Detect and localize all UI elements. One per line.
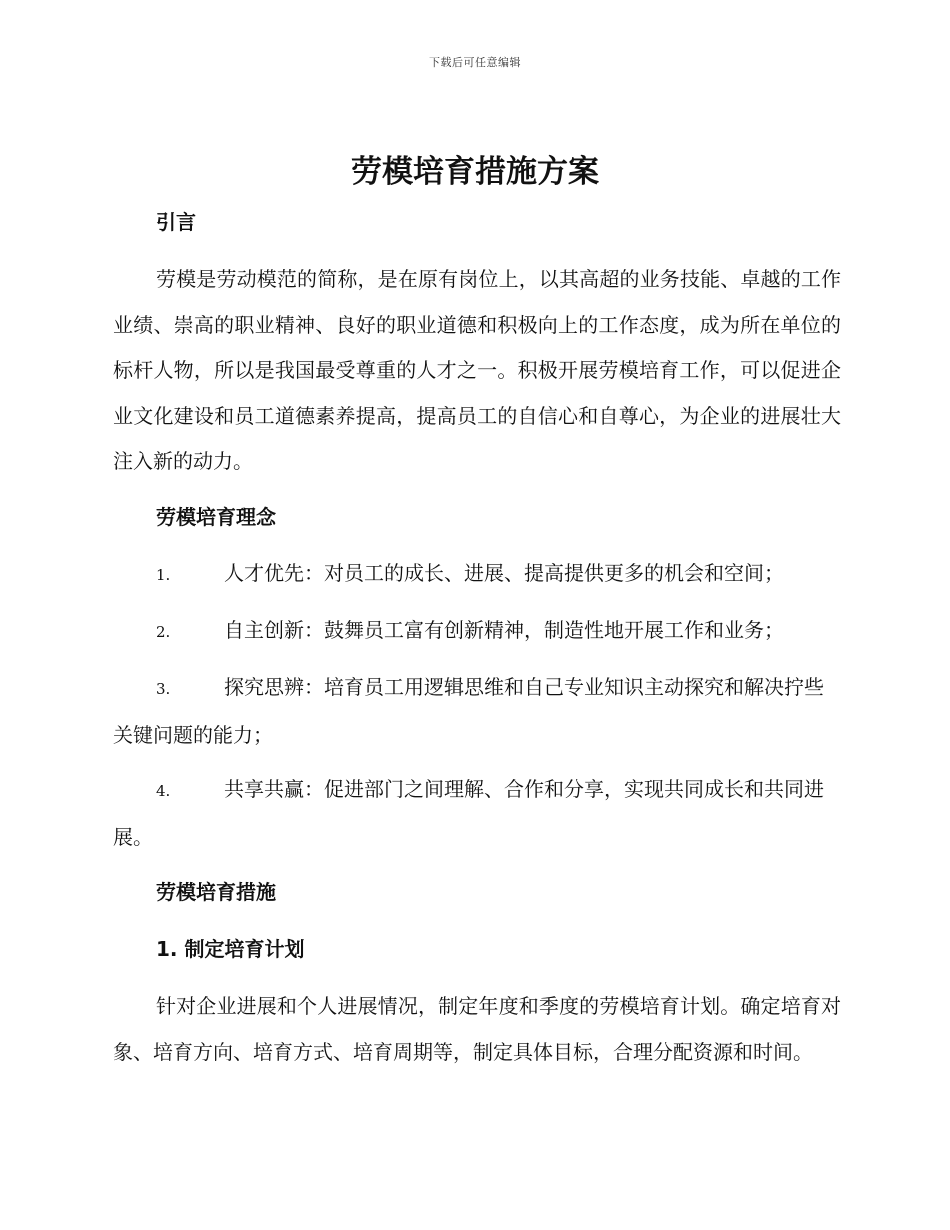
concept-item-4: [113, 767, 841, 860]
concept-item-2: [113, 608, 841, 656]
intro-heading: 引言: [156, 210, 196, 234]
list-number: 3.: [156, 680, 171, 698]
concept-item-3: [113, 665, 841, 758]
list-number: 1.: [156, 566, 171, 584]
list-text: 人才优先：对员工的成长、进展、提高提供更多的机会和空间；: [224, 561, 784, 585]
measures-sub1-paragraph: 针对企业进展和个人进展情况，制定年度和季度的劳模培育计划。确定培育对象、培育方向、培育方式、培育周期等，制定具体目标，合理分配资源和时间。: [113, 994, 841, 1064]
list-text: 自主创新：鼓舞员工富有创新精神，制造性地开展工作和业务；: [224, 618, 784, 642]
concept-heading: 劳模培育理念: [156, 505, 276, 529]
header-note: 下载后可任意编辑: [429, 56, 521, 69]
list-text: 探究思辨：培育员工用逻辑思维和自己专业知识主动探究和解决拧些关键问题的能力；: [113, 675, 824, 747]
intro-paragraph: 劳模是劳动模范的简称，是在原有岗位上，以其高超的业务技能、卓越的工作业绩、崇高的职业精神、良好的职业道德和积极向上的工作态度，成为所在单位的标杆人物，所以是我国最受尊重的人才之一。积极开展劳模培育工作，可以促进企业文化建设和员工道德素养提高，提高员工的自信心和自尊心，为企业的进展壮大注入新的动力。: [113, 267, 841, 473]
concept-item-1: [113, 551, 841, 599]
document-title: 劳模培育措施方案: [351, 154, 599, 190]
measures-heading: 劳模培育措施: [156, 880, 276, 904]
list-number: 4.: [156, 782, 171, 800]
list-number: 2.: [156, 623, 171, 641]
list-text: 共享共赢：促进部门之间理解、合作和分享，实现共同成长和共同进展。: [113, 777, 824, 849]
measures-sub1-heading: 1. 制定培育计划: [156, 937, 305, 961]
